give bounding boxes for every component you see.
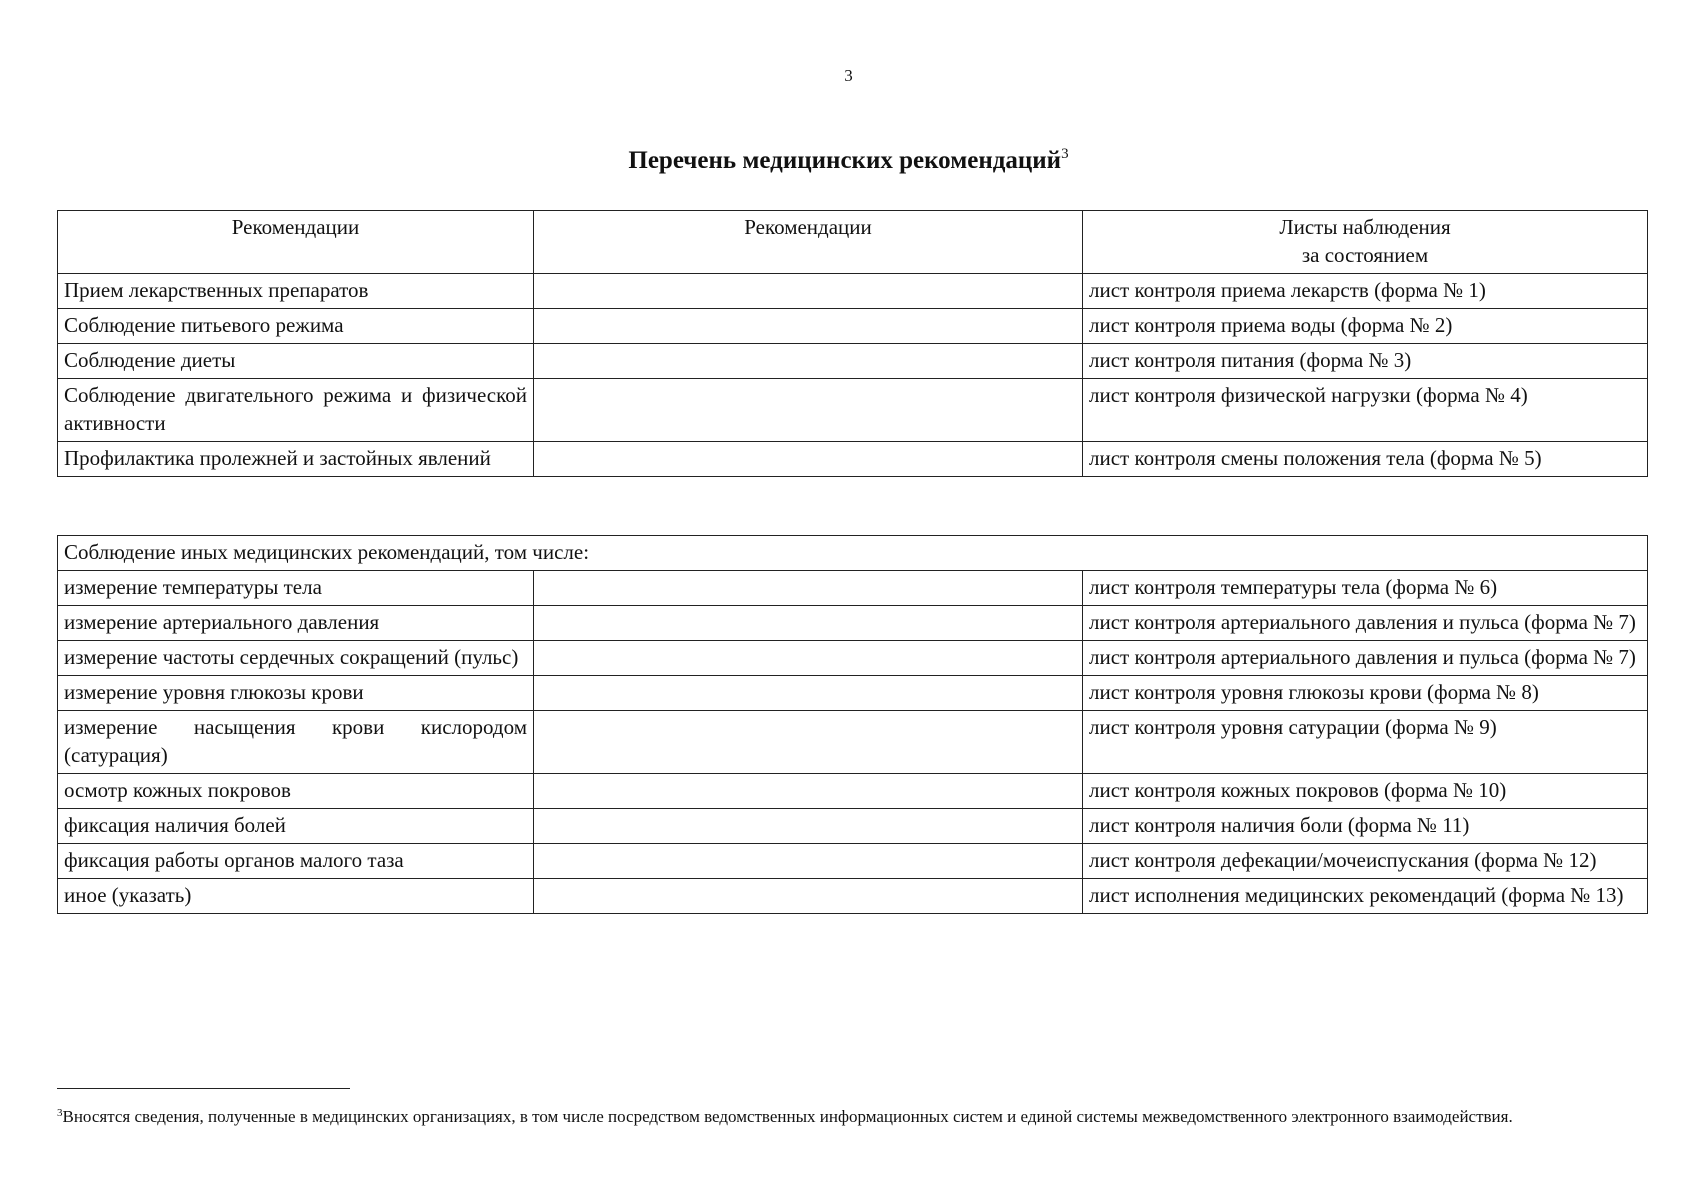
recommendation-cell: Соблюдение диеты (58, 344, 534, 379)
footnote-marker: 3 (57, 1107, 63, 1119)
recommendation-cell: измерение частоты сердечных сокращений (пульс) (58, 641, 534, 676)
observation-sheet-cell: лист контроля кожных покровов (форма № 10) (1083, 774, 1648, 809)
table-row (58, 809, 1648, 844)
recommendation-value-cell[interactable] (534, 379, 1083, 442)
recommendation-value-cell[interactable] (534, 274, 1083, 309)
footnote (57, 1101, 1647, 1129)
recommendation-value-cell[interactable] (534, 309, 1083, 344)
recommendation-cell: измерение температуры тела (58, 571, 534, 606)
recommendation-cell: фиксация наличия болей (58, 809, 534, 844)
page-title-text: Перечень медицинских рекомендаций (628, 147, 1062, 174)
table-row (58, 344, 1648, 379)
table-row (58, 641, 1648, 676)
observation-sheet-cell: лист контроля артериального давления и пульса (форма № 7) (1083, 641, 1648, 676)
page-title (0, 146, 1697, 175)
section-header-row (58, 536, 1648, 571)
table-row (58, 774, 1648, 809)
recommendation-cell: Профилактика пролежней и застойных явлений (58, 442, 534, 477)
recommendation-cell: иное (указать) (58, 879, 534, 914)
observation-sheet-cell: лист контроля уровня сатурации (форма № 9) (1083, 711, 1648, 774)
recommendation-cell: Соблюдение питьевого режима (58, 309, 534, 344)
recommendation-value-cell[interactable] (534, 774, 1083, 809)
recommendation-value-cell[interactable] (534, 641, 1083, 676)
page-number: 3 (844, 66, 853, 85)
observation-sheet-cell: лист контроля смены положения тела (форма № 5) (1083, 442, 1648, 477)
recommendation-cell: измерение уровня глюкозы крови (58, 676, 534, 711)
header-observation-line1: Листы наблюдения (1279, 215, 1451, 239)
recommendation-value-cell[interactable] (534, 571, 1083, 606)
recommendation-value-cell[interactable] (534, 676, 1083, 711)
table-row (58, 442, 1648, 477)
recommendation-value-cell[interactable] (534, 344, 1083, 379)
title-footnote-marker: 3 (1061, 146, 1069, 162)
recommendation-cell: измерение артериального давления (58, 606, 534, 641)
observation-sheet-cell: лист контроля температуры тела (форма № 6) (1083, 571, 1648, 606)
recommendation-cell: Прием лекарственных препаратов (58, 274, 534, 309)
header-observation-sheets (1083, 211, 1648, 274)
observation-sheet-cell: лист исполнения медицинских рекомендаций (форма № 13) (1083, 879, 1648, 914)
recommendation-value-cell[interactable] (534, 711, 1083, 774)
recommendation-value-cell[interactable] (534, 879, 1083, 914)
recommendation-value-cell[interactable] (534, 606, 1083, 641)
table-row (58, 309, 1648, 344)
recommendation-value-cell[interactable] (534, 844, 1083, 879)
recommendations-table (57, 210, 1648, 477)
other-recommendations-table (57, 535, 1648, 914)
footnote-divider (57, 1088, 350, 1089)
table-row (58, 844, 1648, 879)
recommendation-cell: измерение насыщения крови кислородом (сатурация) (58, 711, 534, 774)
table-row (58, 676, 1648, 711)
recommendation-cell: Соблюдение двигательного режима и физической активности (58, 379, 534, 442)
observation-sheet-cell: лист контроля артериального давления и пульса (форма № 7) (1083, 606, 1648, 641)
observation-sheet-cell: лист контроля физической нагрузки (форма № 4) (1083, 379, 1648, 442)
recommendation-value-cell[interactable] (534, 809, 1083, 844)
observation-sheet-cell: лист контроля приема воды (форма № 2) (1083, 309, 1648, 344)
section-header: Соблюдение иных медицинских рекомендаций, том числе: (58, 536, 1648, 571)
header-recommendations: Рекомендации (58, 211, 534, 274)
table-header-row (58, 211, 1648, 274)
header-recommendations-2: Рекомендации (534, 211, 1083, 274)
recommendation-cell: осмотр кожных покровов (58, 774, 534, 809)
table-row (58, 879, 1648, 914)
header-observation-line2: за состоянием (1301, 243, 1429, 267)
observation-sheet-cell: лист контроля уровня глюкозы крови (форма № 8) (1083, 676, 1648, 711)
table-row (58, 379, 1648, 442)
recommendation-cell: фиксация работы органов малого таза (58, 844, 534, 879)
table-row (58, 606, 1648, 641)
table-row (58, 571, 1648, 606)
observation-sheet-cell: лист контроля приема лекарств (форма № 1) (1083, 274, 1648, 309)
observation-sheet-cell: лист контроля дефекации/мочеиспускания (форма № 12) (1083, 844, 1648, 879)
observation-sheet-cell: лист контроля питания (форма № 3) (1083, 344, 1648, 379)
table-row (58, 711, 1648, 774)
observation-sheet-cell: лист контроля наличия боли (форма № 11) (1083, 809, 1648, 844)
recommendation-value-cell[interactable] (534, 442, 1083, 477)
footnote-text: Вносятся сведения, полученные в медицинских организациях, в том числе посредством ведомственных информационных систем и единой системы межведомственного электронного взаимодействия. (62, 1107, 1513, 1126)
table-row (58, 274, 1648, 309)
